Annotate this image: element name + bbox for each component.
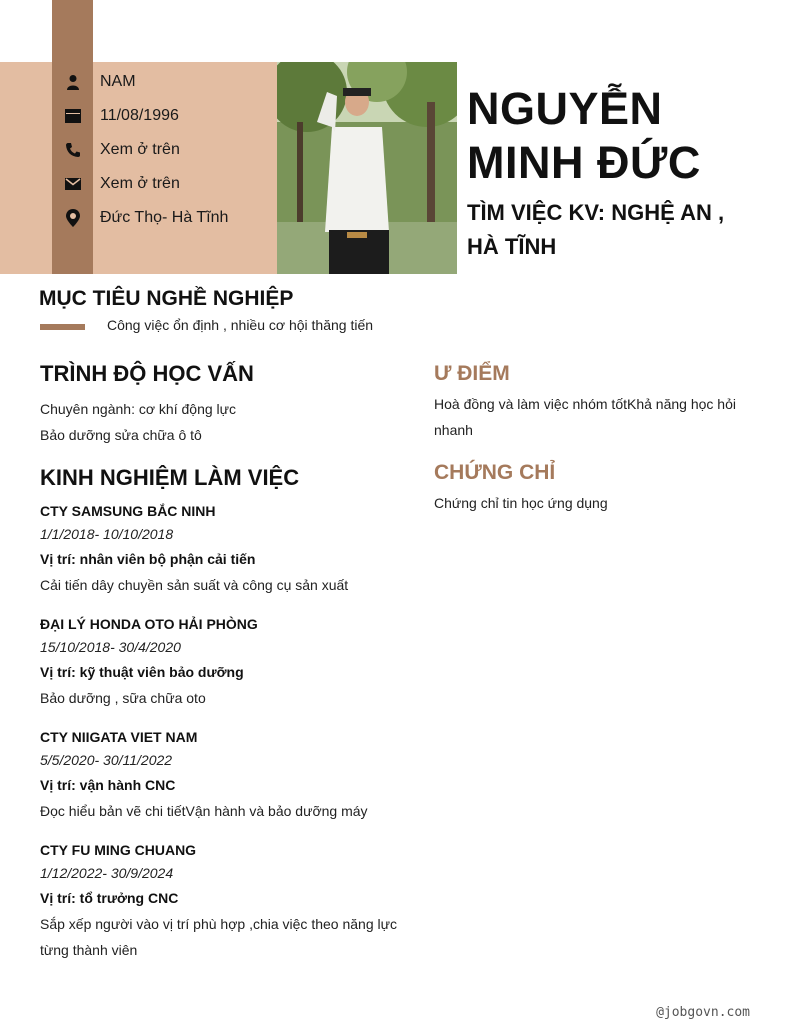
job-entry — [40, 726, 410, 824]
objective-title: MỤC TIÊU NGHỀ NGHIỆP — [39, 287, 294, 310]
education-title: TRÌNH ĐỘ HỌC VẤN — [40, 361, 254, 386]
job-company: CTY SAMSUNG BẮC NINH — [40, 503, 216, 519]
gender-text: NAM — [100, 73, 136, 90]
mail-icon — [62, 173, 84, 195]
job-description: Đọc hiểu bản vẽ chi tiếtVận hành và bảo dưỡng máy — [40, 803, 368, 819]
strengths-title: Ư ĐIỂM — [434, 362, 510, 385]
job-company: CTY FU MING CHUANG — [40, 842, 197, 858]
info-phone — [62, 138, 180, 162]
job-date: 5/5/2020- 30/11/2022 — [40, 752, 173, 768]
certificates-text: Chứng chỉ tin học ứng dụng — [434, 495, 608, 511]
footer-watermark: @jobgovn.com — [656, 1005, 750, 1020]
phone-icon — [62, 139, 84, 161]
job-company: ĐẠI LÝ HONDA OTO HẢI PHÒNG — [40, 616, 258, 632]
candidate-name — [467, 82, 701, 190]
header-background — [0, 62, 277, 274]
email-text: Xem ở trên — [100, 175, 180, 192]
info-email — [62, 172, 180, 196]
job-date: 1/1/2018- 10/10/2018 — [40, 526, 174, 542]
job-position: Vị trí: kỹ thuật viên bảo dưỡng — [40, 664, 244, 680]
education-line: Bảo dưỡng sửa chữa ô tô — [40, 427, 202, 443]
job-date: 1/12/2022- 30/9/2024 — [40, 865, 174, 881]
strengths-text: Hoà đồng và làm việc nhóm tốtKhả năng học hỏi nhanh — [434, 396, 736, 438]
job-company: CTY NIIGATA VIET NAM — [40, 729, 198, 745]
experience-title: KINH NGHIỆM LÀM VIỆC — [40, 465, 300, 490]
person-icon — [62, 71, 84, 93]
job-position: Vị trí: nhân viên bộ phận cải tiến — [40, 551, 256, 567]
name-line-2: MINH ĐỨC — [467, 137, 701, 188]
phone-text: Xem ở trên — [100, 141, 180, 158]
location-icon — [62, 207, 84, 229]
job-description: Bảo dưỡng , sữa chữa oto — [40, 690, 206, 706]
accent-stripe — [52, 0, 93, 274]
education-line: Chuyên ngành: cơ khí động lực — [40, 401, 237, 417]
objective-bar — [40, 324, 85, 330]
job-position: Vị trí: tổ trưởng CNC — [40, 890, 179, 906]
job-description: Sắp xếp người vào vị trí phù hợp ,chia việc theo năng lực từng thành viên — [40, 916, 397, 958]
certificates-title: CHỨNG CHỈ — [434, 461, 556, 484]
job-position: Vị trí: vận hành CNC — [40, 777, 176, 793]
profile-photo — [277, 62, 457, 274]
job-date: 15/10/2018- 30/4/2020 — [40, 639, 181, 655]
job-entry — [40, 613, 410, 711]
name-line-1: NGUYỄN — [467, 83, 663, 134]
objective-text: Công việc ổn định , nhiều cơ hội thăng tiến — [107, 317, 374, 333]
info-gender — [62, 70, 136, 94]
birthdate-text: 11/08/1996 — [100, 107, 179, 124]
job-description: Cải tiến dây chuyền sản suất và công cụ sản xuất — [40, 577, 349, 593]
info-address — [62, 206, 229, 230]
info-birthdate — [62, 104, 179, 128]
job-entry — [40, 500, 410, 598]
address-text: Đức Thọ- Hà Tĩnh — [100, 209, 229, 226]
job-target: TÌM VIỆC KV: NGHỆ AN , HÀ TĨNH — [467, 200, 725, 259]
job-entry — [40, 839, 410, 963]
calendar-icon — [62, 105, 84, 127]
